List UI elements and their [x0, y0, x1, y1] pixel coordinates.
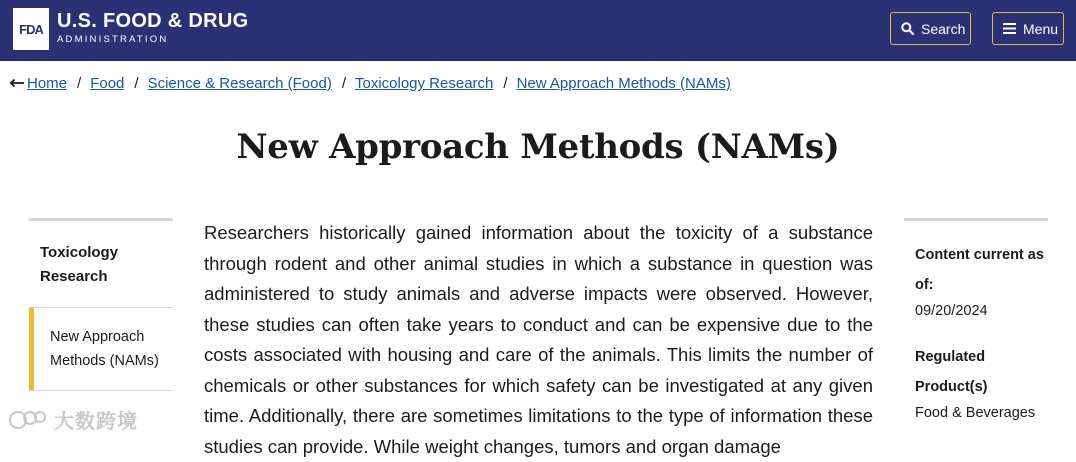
watermark-text: 大数跨境 [54, 411, 138, 433]
breadcrumb-separator: / [134, 75, 139, 92]
meta-divider [904, 218, 1048, 221]
agency-subtitle[interactable]: ADMINISTRATION [57, 34, 169, 45]
breadcrumb-link-food[interactable]: Food [90, 75, 125, 92]
body-paragraph: Researchers historically gained information about the toxicity of a substance through rodent and other animal studies in which a substance in question was administered to study animals and adverse impacts were observed. However, these studies can often take years to conduct and can be expensive due to the costs associated with housing and care of the animals. This limits the number of chemicals or other substances for which safety can be investigated at any given time. Additionally, there are sometimes limitations to the type of information these studies can provide. While weight changes, tumors and organ damage [204, 222, 873, 457]
current-item-indicator [29, 308, 34, 390]
search-icon [901, 22, 914, 35]
content-current-date: 09/20/2024 [915, 303, 988, 319]
section-nav [29, 218, 173, 391]
menu-button[interactable] [992, 12, 1064, 45]
watermark-logo-icon [8, 407, 48, 433]
hamburger-icon [1003, 23, 1016, 34]
breadcrumb-link-home[interactable]: Home [27, 75, 68, 92]
section-nav-item-label: New Approach Methods (NAMs) [50, 329, 159, 369]
regulated-products-value: Food & Beverages [915, 405, 1036, 421]
watermark [8, 405, 138, 434]
page-title: New Approach Methods (NAMs) [236, 127, 840, 167]
regulated-products-label: Regulated Product(s) [915, 349, 988, 395]
section-nav-item-toxicology-research[interactable]: Toxicology Research [29, 221, 173, 308]
left-arrow-icon [9, 75, 24, 92]
menu-button-label: Menu [1023, 20, 1059, 37]
section-nav-item-nams-current[interactable] [29, 308, 173, 391]
fda-logo-text: FDA [19, 21, 43, 37]
breadcrumb-separator: / [341, 75, 346, 92]
content-meta-sidebar [904, 218, 1048, 424]
search-button-label: Search [921, 20, 966, 37]
breadcrumb [9, 75, 731, 92]
site-header [0, 0, 1076, 61]
fda-logo[interactable] [13, 8, 49, 50]
agency-name[interactable]: U.S. FOOD & DRUG [57, 10, 249, 32]
breadcrumb-link-nams[interactable]: New Approach Methods (NAMs) [516, 75, 731, 92]
content-current-label: Content current as of: [915, 247, 1044, 293]
search-button[interactable] [890, 12, 971, 45]
breadcrumb-link-science-research[interactable]: Science & Research (Food) [147, 75, 332, 92]
breadcrumb-separator: / [77, 75, 82, 92]
breadcrumb-link-toxicology-research[interactable]: Toxicology Research [354, 75, 494, 92]
main-content [204, 218, 873, 462]
breadcrumb-separator: / [503, 75, 508, 92]
